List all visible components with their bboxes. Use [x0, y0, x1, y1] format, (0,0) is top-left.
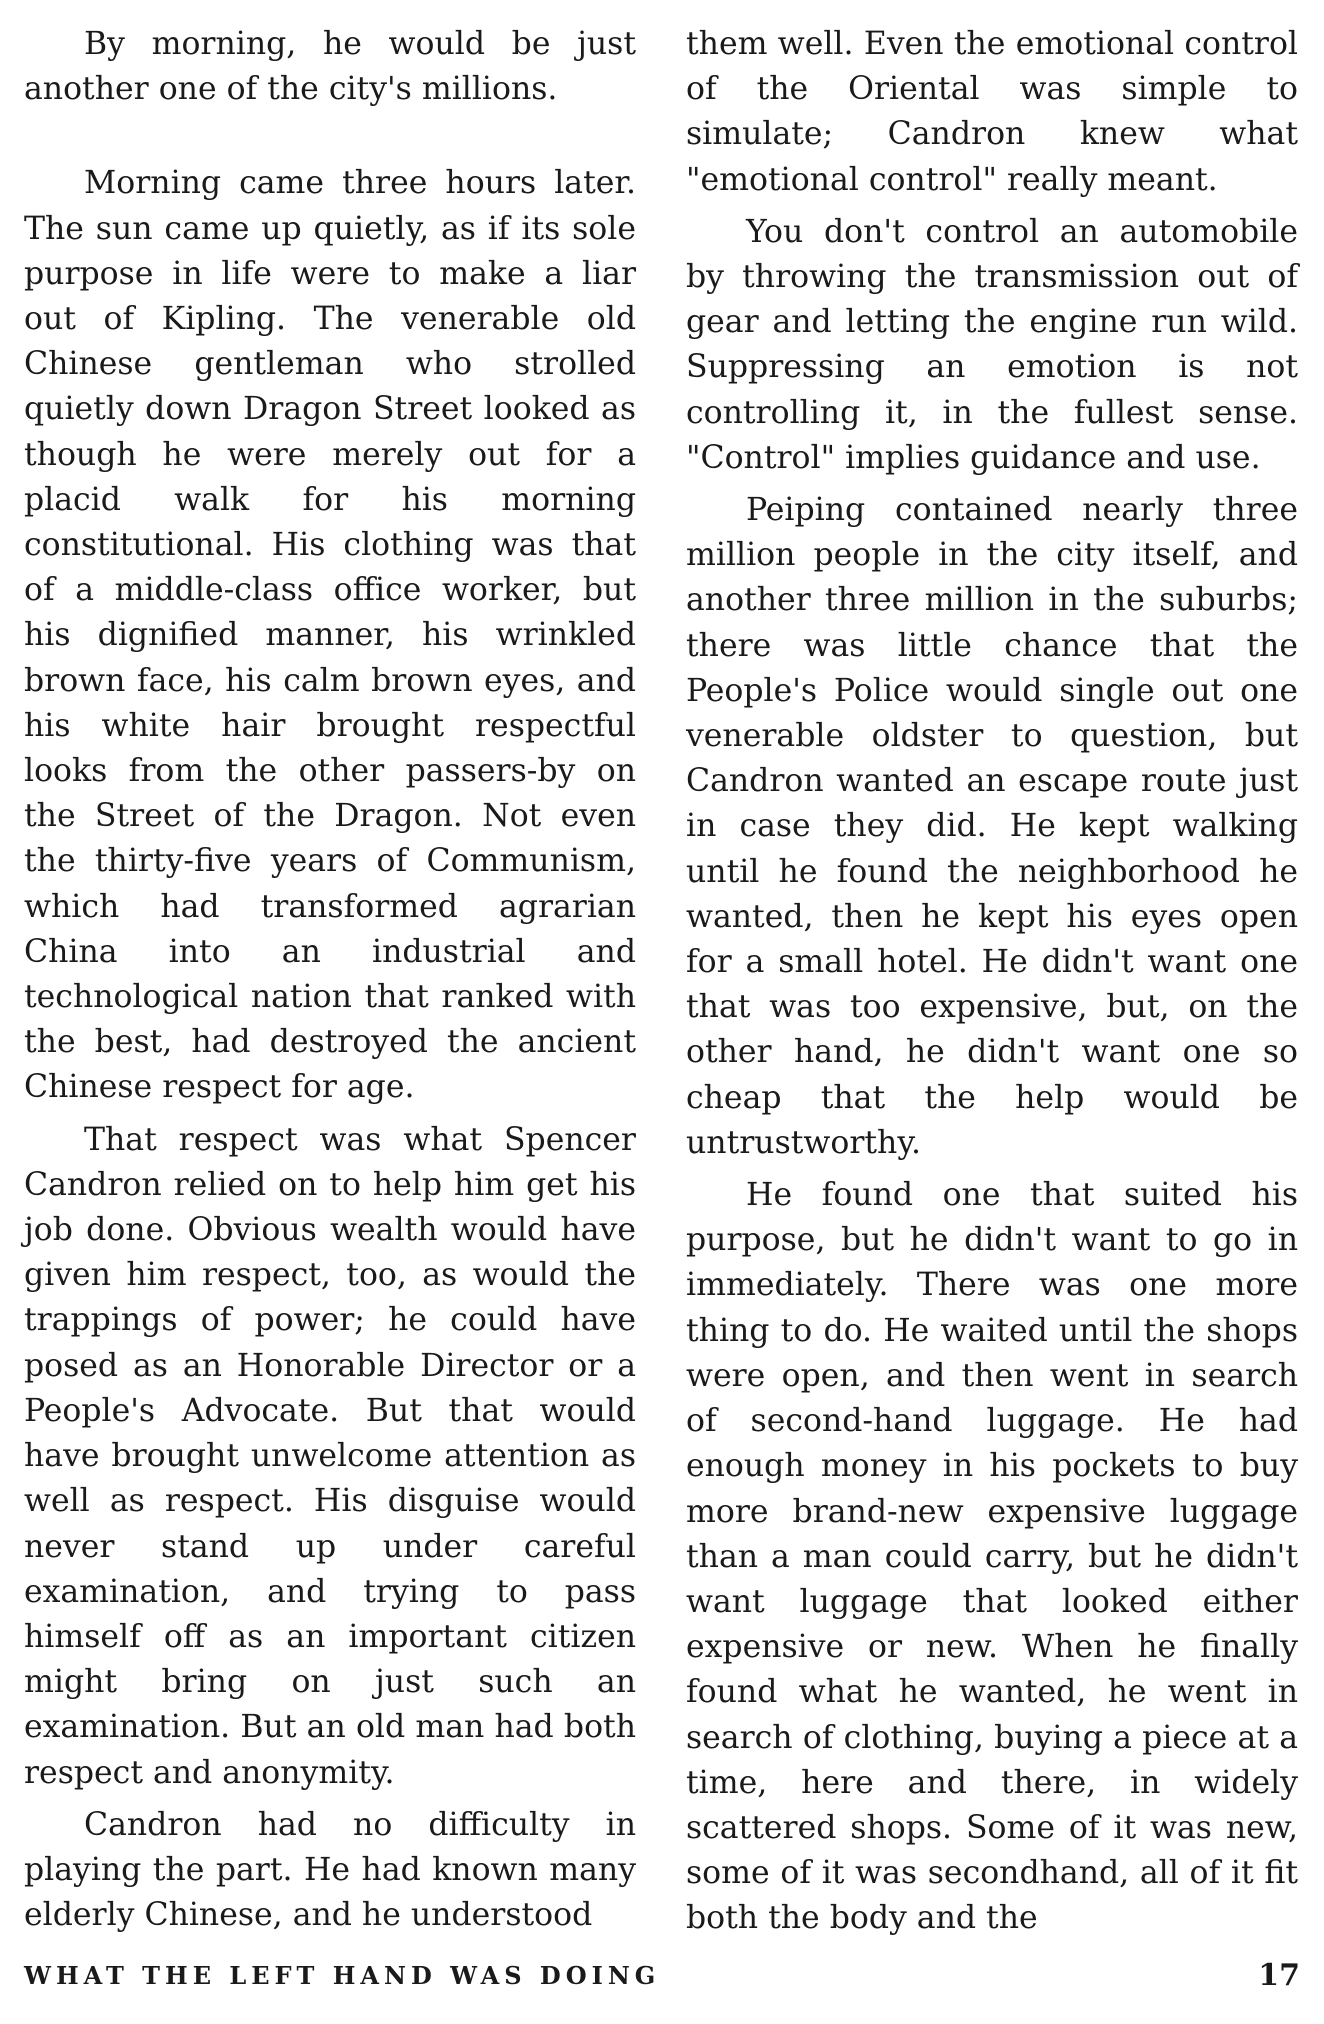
paragraph: them well. Even the emotional control of the Oriental was simple to simulate; Candron knew what "emotional control" really meant. — [686, 26, 1298, 198]
paragraph: Candron had no difficulty in playing the part. He had known many elderly Chinese, and he understood — [24, 1806, 636, 1934]
right-column — [686, 22, 1298, 1949]
paragraph: You don't control an automobile by throwing the transmission out of gear and letting the engine run wild. Suppressing an emotion is not controlling it, in the fullest sense. "Control" implies guidance and use. — [686, 213, 1298, 476]
paragraph: He found one that suited his purpose, but he didn't want to go in immediately. There was one more thing to do. He waited until the shops were open, and then went in search of second-hand luggage. He had enough money in his pockets to buy more brand-new expensive luggage than a man could carry, but he didn't want luggage that looked either expensive or new. When he finally found what he wanted, he went in search of clothing, buying a piece at a time, here and there, in widely scattered shops. Some of it was new, some of it was secondhand, all of it fit both the body and the — [686, 1177, 1298, 1937]
paragraph: By morning, he would be just another one of the city's millions. — [24, 26, 636, 108]
page-number: 17 — [1258, 1957, 1300, 1993]
page-footer — [24, 1955, 1300, 1995]
section-break — [24, 119, 636, 161]
paragraph: That respect was what Spencer Candron relied on to help him get his job done. Obvious wealth would have given him respect, too, as would the trappings of power; he could have posed as an Honorable Director or a People's Advocate. But that would have brought unwelcome attention as well as respect. His disguise would never stand up under careful examination, and trying to pass himself off as an important citizen might bring on just such an examination. But an old man had both respect and anonymity. — [24, 1121, 636, 1791]
paragraph: Peiping contained nearly three million people in the city itself, and another three million in the suburbs; there was little chance that the People's Police would single out one venerable oldster to question, but Candron wanted an escape route just in case they did. He kept walking until he found the neighborhood he wanted, then he kept his eyes open for a small hotel. He didn't want one that was too expensive, but, on the other hand, he didn't want one so cheap that the help would be untrustworthy. — [686, 492, 1298, 1161]
running-title: WHAT THE LEFT HAND WAS DOING — [24, 1960, 661, 1990]
paragraph: Morning came three hours later. The sun came up quietly, as if its sole purpose in life were to make a liar out of Kipling. The venerable old Chinese gentleman who strolled quietly down Dragon Street looked as though he were merely out for a placid walk for his morning constitutional. His clothing was that of a middle-class office worker, but his dignified manner, his wrinkled brown face, his calm brown eyes, and his white hair brought respectful looks from the other passers-by on the Street of the Dragon. Not even the thirty-five years of Communism, which had transformed agrarian China into an industrial and technological nation that ranked with the best, had destroyed the ancient Chinese respect for age. — [24, 165, 636, 1106]
left-column — [24, 22, 636, 1945]
